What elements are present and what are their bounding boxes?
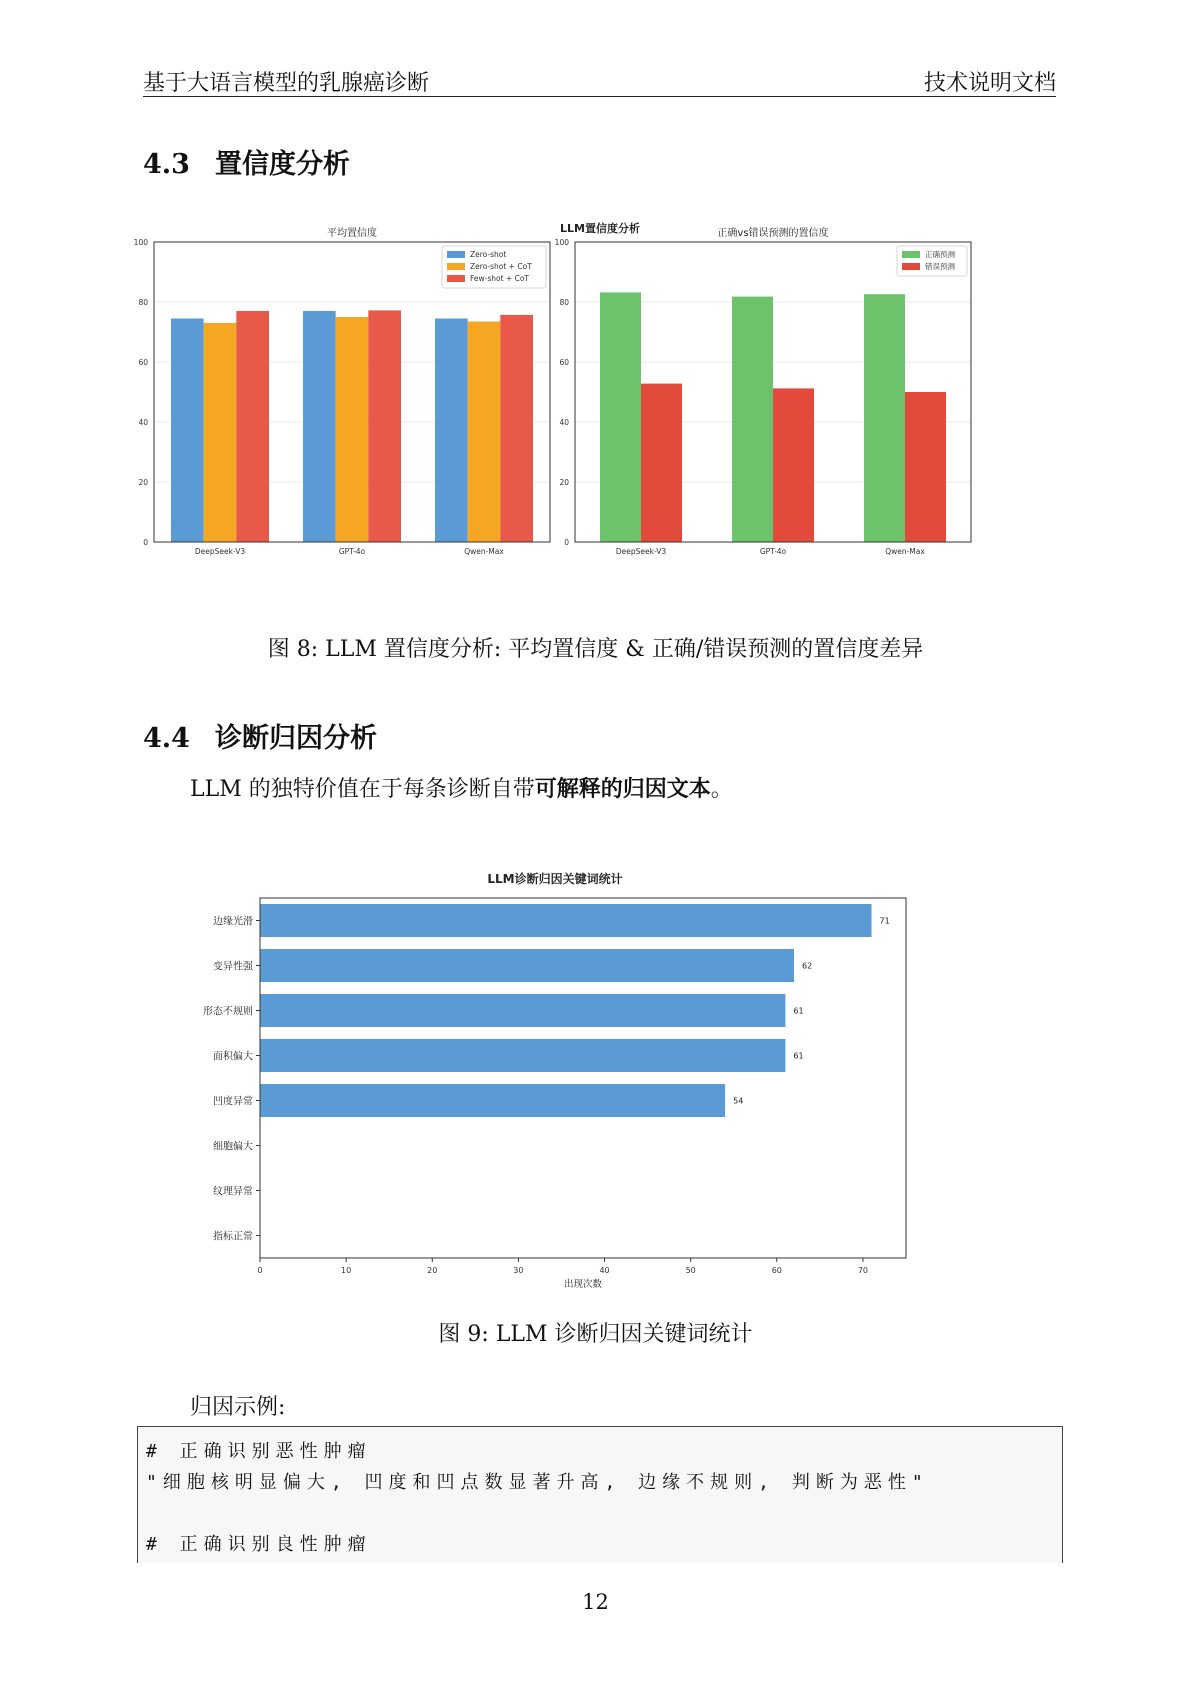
- data-label: 71: [879, 916, 890, 926]
- confidence-figure: [130, 212, 1070, 612]
- y-tick-label: 60: [559, 358, 569, 367]
- y-tick-label: 形态不规则: [203, 1006, 253, 1018]
- code-line: # 正确识别良性肿瘤: [146, 1534, 372, 1555]
- code-line: # 正确识别恶性肿瘤: [146, 1441, 372, 1462]
- running-header-right: 技术说明文档: [923, 71, 1056, 96]
- y-tick-label: 80: [138, 298, 148, 307]
- legend-label: Few-shot + CoT: [470, 274, 530, 283]
- code-block: [137, 1426, 1063, 1563]
- x-tick-label: Qwen-Max: [885, 547, 925, 556]
- keyword-bar: [260, 994, 785, 1027]
- legend-swatch: [447, 251, 465, 258]
- section-number: 4.4: [143, 723, 190, 754]
- bar-Zero-shot: [435, 319, 468, 543]
- keyword-bar-chart: [203, 871, 906, 1290]
- x-tick-label: 20: [427, 1266, 438, 1275]
- keyword-bar: [260, 1084, 725, 1117]
- section-heading-4-3: [143, 142, 350, 181]
- panel-title: 正确vs错误预测的置信度: [717, 228, 829, 239]
- y-tick-label: 40: [138, 418, 148, 427]
- section-title: 置信度分析: [215, 149, 350, 180]
- bar-正确预测: [600, 292, 641, 542]
- legend-label: Zero-shot + CoT: [470, 262, 532, 271]
- bar-错误预测: [773, 388, 814, 542]
- x-tick-label: 0: [257, 1266, 263, 1275]
- y-tick-label: 纹理异常: [213, 1186, 253, 1198]
- example-label: 归因示例:: [190, 1395, 286, 1420]
- keyword-bar: [260, 1039, 785, 1072]
- legend-swatch: [447, 263, 465, 270]
- avg-confidence-panel: [134, 226, 550, 556]
- legend-label: 正确预测: [925, 250, 955, 259]
- intro-text: LLM 的独特价值在于每条诊断自带: [190, 777, 535, 802]
- data-label: 54: [733, 1096, 744, 1106]
- x-tick-label: GPT-4o: [759, 547, 787, 556]
- chart-title: LLM诊断归因关键词统计: [487, 872, 623, 886]
- x-tick-label: 30: [513, 1266, 524, 1275]
- y-tick-label: 边缘光滑: [213, 916, 253, 928]
- y-tick-label: 40: [559, 418, 569, 427]
- legend-swatch: [447, 275, 465, 282]
- legend-label: 错误预测: [925, 262, 955, 271]
- keyword-bar: [260, 904, 872, 937]
- bar-正确预测: [864, 294, 905, 542]
- running-header-left: 基于大语言模型的乳腺癌诊断: [143, 71, 430, 96]
- legend-label: Zero-shot: [470, 250, 507, 259]
- x-tick-label: Qwen-Max: [464, 547, 504, 556]
- y-tick-label: 凹度异常: [213, 1096, 253, 1108]
- x-axis-label: 出现次数: [563, 1279, 603, 1290]
- y-tick-label: 100: [554, 238, 569, 247]
- correct-vs-wrong-panel: [555, 226, 971, 556]
- y-tick-label: 0: [564, 538, 569, 547]
- x-tick-label: DeepSeek-V3: [194, 547, 246, 556]
- y-tick-label: 面积偏大: [213, 1051, 253, 1063]
- bar-Zero-shot + CoT: [468, 322, 501, 543]
- code-line: "细胞核明显偏大, 凹度和凹点数显著升高, 边缘不规则, 判断为恶性": [146, 1472, 929, 1493]
- panel-title: 平均置信度: [327, 228, 377, 239]
- figure-9-caption: 图 9: LLM 诊断归因关键词统计: [438, 1322, 753, 1347]
- x-tick-label: 40: [599, 1266, 610, 1275]
- x-tick-label: 70: [857, 1266, 869, 1275]
- legend: [897, 246, 967, 276]
- legend-swatch: [902, 263, 920, 270]
- y-tick-label: 20: [559, 478, 569, 487]
- page-number: 12: [582, 1590, 609, 1614]
- bar-Zero-shot + CoT: [336, 317, 369, 542]
- data-label: 61: [793, 1006, 804, 1016]
- y-tick-label: 60: [138, 358, 148, 367]
- intro-suffix: 。: [710, 777, 733, 802]
- section-title: 诊断归因分析: [215, 723, 377, 754]
- bar-Few-shot + CoT: [500, 315, 533, 542]
- intro-paragraph: [190, 772, 733, 803]
- legend-swatch: [902, 251, 920, 258]
- bar-Zero-shot + CoT: [204, 323, 237, 542]
- y-tick-label: 20: [138, 478, 148, 487]
- x-tick-label: 60: [771, 1266, 782, 1275]
- header-rule: [143, 96, 1056, 97]
- section-number: 4.3: [143, 149, 190, 180]
- bar-Zero-shot: [171, 319, 204, 543]
- y-tick-label: 100: [133, 238, 148, 247]
- y-tick-label: 80: [559, 298, 569, 307]
- keyword-figure: [200, 825, 1000, 1295]
- bar-错误预测: [905, 392, 946, 542]
- intro-bold-text: 可解释的归因文本: [534, 776, 711, 802]
- y-tick-label: 细胞偏大: [213, 1141, 253, 1153]
- figure-8-caption: 图 8: LLM 置信度分析: 平均置信度 & 正确/错误预测的置信度差异: [267, 637, 924, 662]
- y-tick-label: 指标正常: [213, 1231, 253, 1243]
- data-label: 61: [793, 1051, 804, 1061]
- keyword-bar: [260, 949, 794, 982]
- bar-Zero-shot: [303, 311, 336, 542]
- y-tick-label: 变异性强: [213, 961, 253, 973]
- x-tick-label: DeepSeek-V3: [615, 547, 667, 556]
- x-tick-label: 50: [685, 1266, 696, 1275]
- figure-suptitle: LLM置信度分析: [560, 222, 640, 235]
- data-label: 62: [802, 961, 813, 971]
- bar-错误预测: [641, 384, 682, 542]
- bar-正确预测: [732, 297, 773, 542]
- section-heading-4-4: [143, 716, 377, 755]
- bar-Few-shot + CoT: [236, 311, 269, 542]
- y-tick-label: 0: [143, 538, 148, 547]
- legend: [442, 246, 546, 288]
- x-tick-label: 10: [341, 1266, 352, 1275]
- bar-Few-shot + CoT: [368, 310, 401, 542]
- x-tick-label: GPT-4o: [338, 547, 366, 556]
